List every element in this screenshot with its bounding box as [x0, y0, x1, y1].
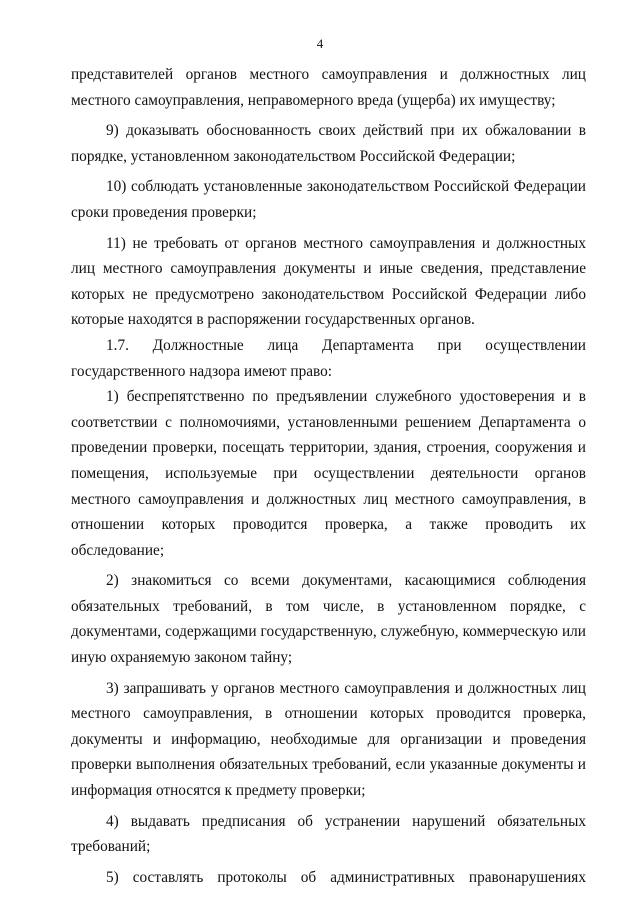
paragraph-section-1-7: 1.7. Должностные лица Департамента при осуществлении государственного надзора имеют право:	[71, 336, 586, 380]
paragraph-right-5: 5) составлять протоколы об административных правонарушениях	[106, 868, 586, 886]
paragraph-right-3: 3) запрашивать у органов местного самоуправления и должностных лиц местного самоуправления, в отношении которых проводится проверка, документы и информацию, необходимые для организации и проведения проверки выполнения обязательных требований, если указанные документы и информация относятся к предмету проверки;	[71, 679, 586, 800]
paragraph-right-4: 4) выдавать предписания об устранении нарушений обязательных требований;	[71, 812, 586, 856]
paragraph-continuation: представителей органов местного самоуправления и должностных лиц местного самоуправления, неправомерного вреда (ущерба) их имуществу;	[71, 66, 586, 109]
paragraph-right-2: 2) знакомиться со всеми документами, касающимися соблюдения обязательных требований, в том числе, в установленном порядке, с документами, содержащими государственную, служебную, коммерческую или иную охраняемую законом тайну;	[71, 572, 586, 667]
paragraph-item-11: 11) не требовать от органов местного самоуправления и должностных лиц местного самоуправления документы и иные сведения, представление которых не предусмотрено законодательством Российской Федерации либо которые находятся в распоряжении государственных органов.	[71, 234, 586, 329]
paragraph-item-10: 10) соблюдать установленные законодательством Российской Федерации сроки проведения проверки;	[71, 178, 586, 221]
document-body	[71, 62, 586, 890]
paragraph-item-9: 9) доказывать обоснованность своих действий при их обжаловании в порядке, установленном законодательством Российской Федерации;	[71, 122, 586, 165]
paragraph-right-1: 1) беспрепятственно по предъявлении служебного удостоверения и в соответствии с полномочиями, установленными решением Департамента о проведении проверки, посещать территории, здания, строения, сооружения и помещения, используемые при осуществлении деятельности органов местного самоуправления и должностных лиц местного самоуправления, в отношении которых проводится проверка, а также проводить их обследование;	[71, 388, 586, 559]
page-number: 4	[316, 36, 324, 51]
